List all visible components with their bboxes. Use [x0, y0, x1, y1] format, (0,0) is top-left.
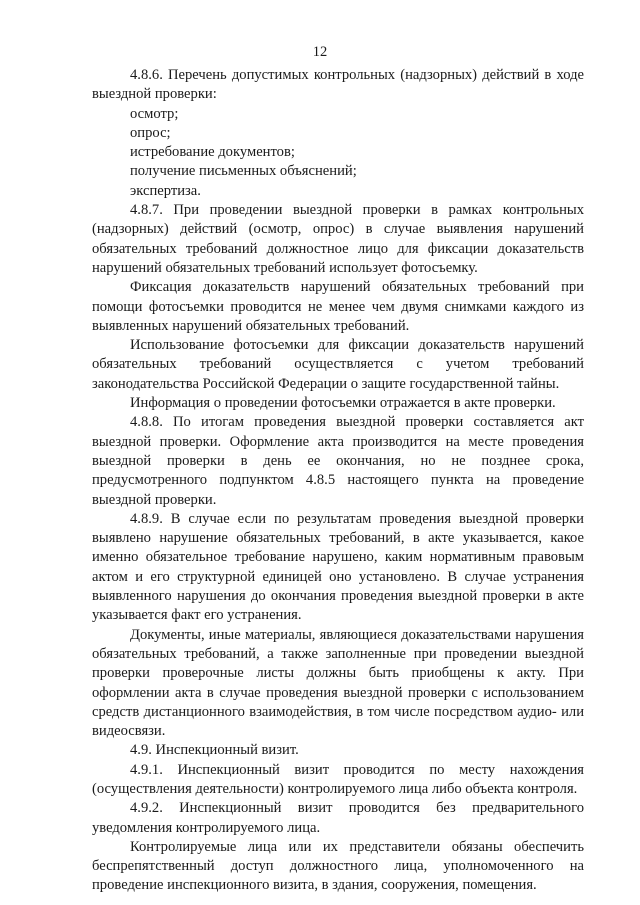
document-body — [92, 66, 584, 896]
page-number: 12 — [312, 44, 328, 60]
list-item: опрос; — [130, 124, 171, 141]
list-item: осмотр; — [130, 105, 179, 122]
list-item: получение письменных объяснений; — [130, 163, 357, 180]
paragraph: Документы, иные материалы, являющиеся доказательствами нарушения обязательных требований, а также заполненные при проведении выездной проверки проверочные листы должны быть приобщены к акту. При оформлении акта в случае проведения выездной проверки с использованием средств дистанционного взаимодействия, в том числе посредством аудио- или видеосвязи. — [92, 626, 584, 740]
paragraph: Фиксация доказательств нарушений обязательных требований при помощи фотосъемки проводится не менее чем двумя снимками каждого из выявленных нарушений обязательных требований. — [92, 279, 584, 334]
paragraph: 4.8.6. Перечень допустимых контрольных (надзорных) действий в ходе выездной проверки: — [92, 67, 584, 103]
paragraph: 4.8.8. По итогам проведения выездной проверки составляется акт выездной проверки. Оформление акта производится на месте проведения выездной проверки в день ее окончания, но не позднее срока, предусмотренного подпунктом 4.8.5 настоящего пункта на проведение выездной проверки. — [92, 414, 584, 508]
paragraph: Использование фотосъемки для фиксации доказательств нарушений обязательных требований осуществляется с учетом требований законодательства Российской Федерации о защите государственной тайны. — [92, 337, 584, 392]
paragraph: Контролируемые лица или их представители обязаны обеспечить беспрепятственный доступ должностного лица, уполномоченного на проведение инспекционного визита, в здания, сооружения, помещения. — [92, 838, 584, 894]
list-item: экспертиза. — [130, 182, 201, 199]
paragraph: 4.8.7. При проведении выездной проверки в рамках контрольных (надзорных) действий (осмотр, опрос) в случае выявления нарушений обязательных требований должностное лицо для фиксации доказательств нарушений обязательных требований использует фотосъемку. — [92, 202, 584, 276]
list-item: истребование документов; — [130, 144, 295, 161]
paragraph: 4.9.2. Инспекционный визит проводится без предварительного уведомления контролируемого лица. — [92, 800, 584, 836]
paragraph: 4.8.9. В случае если по результатам проведения выездной проверки выявлено нарушение обязательных требований, в акте указывается, какое именно обязательное требование нарушено, каким нормативным правовым актом и его структурной единицей оно установлено. В случае устранения выявленного нарушения до окончания проведения выездной проверки в акте указывается факт его устранения. — [92, 510, 584, 624]
paragraph: 4.9.1. Инспекционный визит проводится по месту нахождения (осуществления деятельности) контролируемого лица либо объекта контроля. — [92, 761, 584, 797]
paragraph: Информация о проведении фотосъемки отражается в акте проверки. — [130, 395, 556, 412]
paragraph: 4.9. Инспекционный визит. — [130, 742, 299, 759]
